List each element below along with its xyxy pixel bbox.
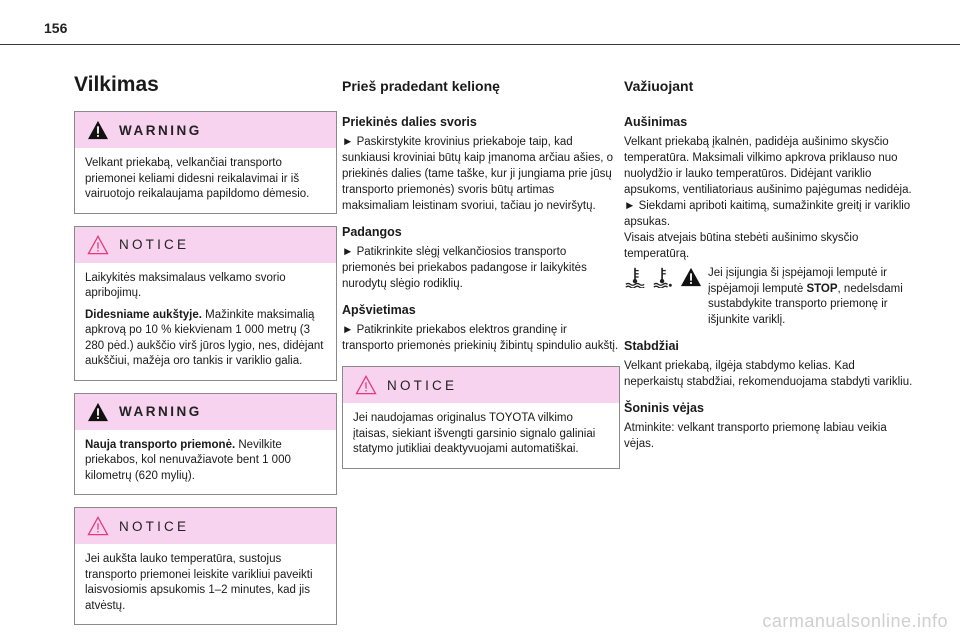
notice-header — [75, 227, 336, 263]
top-divider — [0, 44, 960, 45]
warning-triangle-icon — [87, 402, 109, 422]
notice-label: NOTICE — [119, 518, 190, 534]
subheading-lighting: Apšvietimas — [342, 303, 416, 317]
warning-header — [75, 112, 336, 148]
warning-new-vehicle-text: Nevilkite priekabos, kol nenuvažiavote bent 1 000 kilometrų (620 mylių). — [85, 438, 291, 482]
subheading-tyres: Padangos — [342, 225, 402, 239]
warning-box-1 — [74, 111, 337, 214]
warning-label: WARNING — [119, 122, 202, 138]
notice-box-2 — [74, 507, 337, 625]
notice-label: NOTICE — [119, 237, 190, 252]
warning-text: Velkant priekabą, velkančiai transporto priemonei keliami didesni reikalavimai ir iš vairuotojo reikalaujama papildomo dėmesio. — [85, 157, 310, 200]
notice-header-2 — [75, 508, 336, 544]
paragraph-nose-weight: ► Paskirstykite krovinius priekaboje taip, kad sunkiausi kroviniai būtų kaip įmanoma arčiau ašies, o priekinės dalies (tame taške, kur ji jungiama prie jūsų transporto priemonės) svoris būtų artimas maksimaliam leistinam svoriui, tačiau jo neviršytų. — [342, 136, 614, 212]
notice-label: NOTICE — [387, 377, 458, 393]
notice-altitude-text: Mažinkite maksimalią apkrovą po 10 % kiekvienam 1 000 metrų (3 280 pėd.) aukščio virš jūros lygio, nes, didėjant aukščiui, mažėja oro tankis ir variklio galia. — [85, 308, 324, 367]
section-title-before-journey: Prieš pradedant kelionę — [342, 78, 500, 94]
coolant-temperature-icon — [624, 266, 646, 288]
stop-lamp-label: STOP — [806, 282, 838, 295]
column-driving — [624, 70, 914, 458]
column-towing — [74, 70, 337, 637]
watermark: carmanualsonline.info — [762, 611, 948, 631]
notice-text-heat: Jei aukšta lauko temperatūra, sustojus transporto priemonei leiskite varikliui paveikti laisvosiomis apsukomis 1–2 minutes, kad jis atvėstų. — [85, 553, 313, 612]
notice-text-parking-sensors: Jei naudojamas originalus TOYOTA vilkimo įtaisas, siekiant išvengti garsinio signalo galiniai statymo jutikliai deaktyvuojami automatiškai. — [353, 412, 596, 455]
paragraph-lighting: ► Patikrinkite priekabos elektros grandinę ir transporto priemonės priekinių žibintų spindulio aukštį. — [342, 324, 619, 352]
warning-lamp-text-a: Jei įsijungia ši įspėjamoji lemputė ir įspėjamoji lemputė — [708, 267, 887, 295]
warning-lamp-text-inline — [708, 266, 914, 328]
notice-box-3 — [342, 366, 620, 469]
paragraph-cooling-2: ► Siekdami apriboti kaitimą, sumažinkite greitį ir variklio apsukas. — [624, 200, 911, 228]
warning-lamps-row — [624, 266, 914, 328]
warning-lamp-text-b: , nedelsdami sustabdykite transporto priemonę ir išjunkite variklį. — [708, 282, 903, 326]
warning-box-2 — [74, 393, 337, 496]
notice-text-1: Laikykitės maksimalaus velkamo svorio apribojimų. — [85, 271, 286, 299]
warning-triangle-icon — [87, 120, 109, 140]
paragraph-cooling-1: Velkant priekabą įkalnėn, padidėja aušinimo skysčio temperatūra. Maksimali vilkimo apkrova priklauso nuo nuolydžio ir lauko temperatūros. Didėjant variklio apsukoms, ventiliatoriaus aušinimo pajėgumas nedidėja. — [624, 136, 912, 196]
section-title-driving: Važiuojant — [624, 78, 694, 94]
notice-triangle-icon — [355, 375, 377, 395]
paragraph-cooling-3: Visais atvejais būtina stebėti aušinimo skysčio temperatūrą. — [624, 232, 859, 260]
paragraph-crosswind: Atminkite: velkant transporto priemonę labiau veikia vėjas. — [624, 422, 887, 450]
subheading-brakes: Stabdžiai — [624, 339, 679, 353]
page-number: 156 — [44, 20, 68, 36]
warning-text-2 — [85, 438, 326, 485]
paragraph-brakes: Velkant priekabą, ilgėja stabdymo kelias. Kad neperkaistų stabdžiai, rekomenduojama stabdyti varikliu. — [624, 360, 913, 388]
notice-triangle-icon — [87, 516, 109, 536]
subheading-crosswind: Šoninis vėjas — [624, 401, 704, 415]
notice-box-1 — [74, 226, 337, 381]
warning-triangle-icon — [680, 266, 702, 288]
coolant-level-icon — [652, 266, 674, 288]
notice-header-3 — [343, 367, 619, 403]
column-before-journey — [342, 70, 620, 481]
warning-bold-new-vehicle: Nauja transporto priemonė. — [85, 438, 236, 451]
subheading-cooling: Aušinimas — [624, 115, 688, 129]
paragraph-tyres: ► Patikrinkite slėgį velkančiosios transporto priemonės bei priekabos padangose ir laikykitės nurodytų slėgio rodiklių. — [342, 246, 587, 290]
warning-label: WARNING — [119, 404, 202, 419]
notice-triangle-icon — [87, 235, 109, 255]
notice-bold-altitude: Didesniame aukštyje. — [85, 308, 202, 321]
warning-header-2 — [75, 394, 336, 430]
section-title-towing: Vilkimas — [74, 73, 159, 96]
notice-text-2 — [85, 308, 326, 370]
subheading-nose-weight: Priekinės dalies svoris — [342, 115, 477, 129]
